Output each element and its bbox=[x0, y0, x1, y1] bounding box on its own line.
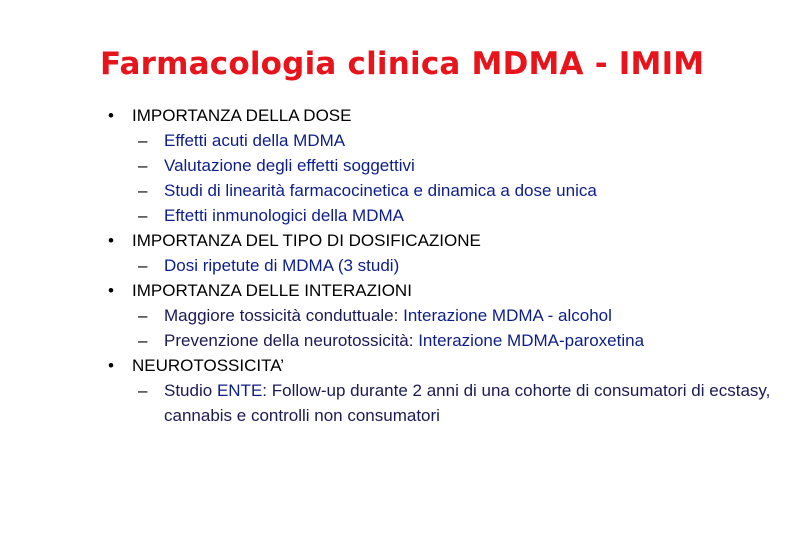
dash-marker: – bbox=[138, 156, 148, 175]
bullet-heading: IMPORTANZA DELLA DOSE bbox=[132, 106, 352, 125]
dash-marker: – bbox=[138, 181, 148, 200]
dash-marker: – bbox=[138, 256, 148, 275]
sub-item-text: : Follow-up durante 2 anni di una cohorte di consumatori di ecstasy, cannabis e controlli non consumatori bbox=[164, 381, 771, 425]
sub-item bbox=[108, 203, 798, 228]
dash-marker: – bbox=[138, 206, 148, 225]
sub-item-text: Studi di linearità farmacocinetica e dinamica a dose unica bbox=[164, 181, 597, 200]
bullet-importanza-dosificazione bbox=[108, 228, 798, 253]
sub-item bbox=[108, 153, 798, 178]
sub-item-text: Effetti acuti della MDMA bbox=[164, 131, 346, 150]
sub-item bbox=[108, 178, 798, 203]
sub-item bbox=[108, 128, 798, 153]
sub-item-text: Interazione MDMA-paroxetina bbox=[418, 331, 645, 350]
sub-item bbox=[108, 253, 798, 278]
bullet-marker: • bbox=[108, 281, 114, 300]
slide-title: Farmacologia clinica MDMA - IMIM bbox=[100, 46, 705, 82]
slide-content bbox=[108, 103, 798, 428]
sub-item-prefix: Prevenzione della neurotossicità: bbox=[164, 331, 419, 350]
sub-item-prefix: Maggiore tossicità conduttuale: bbox=[164, 306, 404, 325]
dash-marker: – bbox=[138, 381, 148, 400]
bullet-heading: IMPORTANZA DELLE INTERAZIONI bbox=[132, 281, 412, 300]
bullet-importanza-dose bbox=[108, 103, 798, 128]
dash-marker: – bbox=[138, 131, 148, 150]
bullet-heading: IMPORTANZA DEL TIPO DI DOSIFICAZIONE bbox=[132, 231, 481, 250]
sub-item-text: Valutazione degli effetti soggettivi bbox=[164, 156, 415, 175]
sub-item bbox=[108, 303, 798, 328]
sub-item bbox=[108, 328, 798, 353]
bullet-heading: NEUROTOSSICITA’ bbox=[132, 356, 285, 375]
dash-marker: – bbox=[138, 306, 148, 325]
bullet-importanza-interazioni bbox=[108, 278, 798, 303]
dash-marker: – bbox=[138, 331, 148, 350]
bullet-marker: • bbox=[108, 106, 114, 125]
sub-item-text: Eftetti inmunologici della MDMA bbox=[164, 206, 404, 225]
bullet-marker: • bbox=[108, 356, 114, 375]
sub-item-text: Dosi ripetute di MDMA (3 studi) bbox=[164, 256, 400, 275]
sub-item-highlight: ENTE bbox=[216, 381, 263, 400]
sub-item bbox=[108, 378, 798, 428]
sub-item-text: Interazione MDMA - alcohol bbox=[403, 306, 612, 325]
bullet-neurotossicita bbox=[108, 353, 798, 378]
sub-item-prefix: Studio bbox=[164, 381, 217, 400]
bullet-marker: • bbox=[108, 231, 114, 250]
